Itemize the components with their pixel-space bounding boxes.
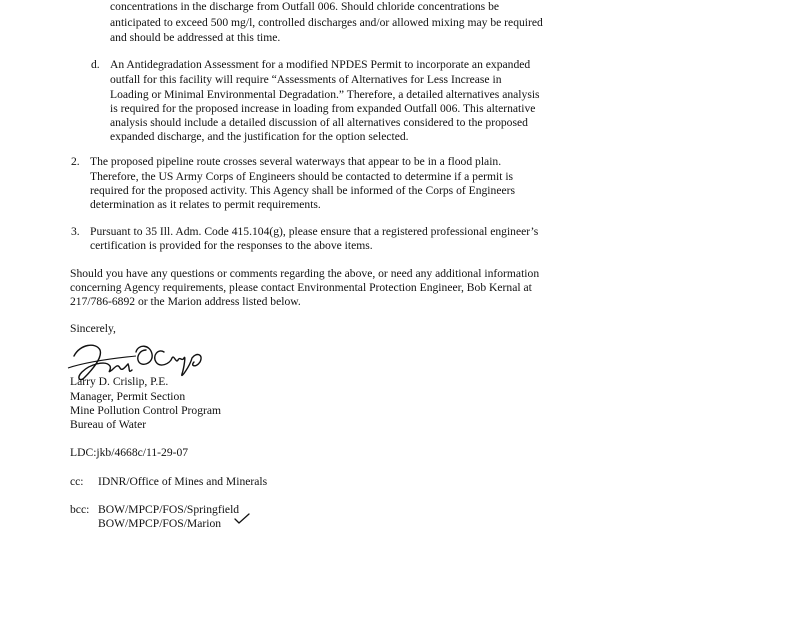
bcc-recipient-2: BOW/MPCP/FOS/Marion [98, 517, 222, 530]
closing-line-1: Should you have any questions or comments regarding the above, or need any additional information [70, 267, 540, 280]
item-d-line-4: is required for the proposed increase in loading from expanded Outfall 006. This alternative [110, 102, 536, 115]
cc-recipient: IDNR/Office of Mines and Minerals [98, 475, 268, 488]
bcc-recipient-1: BOW/MPCP/FOS/Springfield [98, 503, 240, 516]
item-c-line-1: concentrations in the discharge from Outfall 006. Should chloride concentrations be [110, 0, 500, 13]
item-3-line-2: certification is provided for the responses to the above items. [90, 239, 373, 252]
item-2-line-3: required for the proposed activity. This Agency shall be informed of the Corps of Engineers [90, 184, 515, 197]
item-d-line-5: analysis should include a detailed discussion of all alternatives considered to the proposed [110, 116, 528, 129]
item-2-label: 2. [71, 155, 80, 168]
signatory-program: Mine Pollution Control Program [70, 404, 222, 417]
item-c-line-3: and should be addressed at this time. [110, 31, 281, 44]
bcc-label: bcc: [70, 503, 90, 516]
item-2-line-1: The proposed pipeline route crosses several waterways that appear to be in a flood plain. [90, 155, 502, 168]
item-d-line-1: An Antidegradation Assessment for a modified NPDES Permit to incorporate an expanded [110, 58, 531, 71]
item-3-line-1: Pursuant to 35 Ill. Adm. Code 415.104(g), please ensure that a registered professional engineer’s [90, 225, 539, 238]
item-c-line-2: anticipated to exceed 500 mg/l, controlled discharges and/or allowed mixing may be required [110, 16, 543, 29]
item-d-line-6: expanded discharge, and the justification for the option selected. [110, 130, 409, 143]
item-d-line-3: Loading or Minimal Environmental Degradation.” Therefore, a detailed alternatives analysis [110, 88, 540, 101]
closing-line-3: 217/786-6892 or the Marion address listed below. [70, 295, 301, 308]
closing-line-2: concerning Agency requirements, please contact Environmental Protection Engineer, Bob Kernal at [70, 281, 532, 294]
item-d-line-2: outfall for this facility will require “Assessments of Alternatives for Less Increase in [110, 73, 502, 86]
item-2-line-2: Therefore, the US Army Corps of Engineers should be contacted to determine if a permit is [90, 170, 514, 183]
item-2-line-4: determination as it relates to permit requirements. [90, 198, 321, 211]
cc-label: cc: [70, 475, 84, 488]
item-d-label: d. [91, 58, 100, 71]
signatory-title: Manager, Permit Section [70, 390, 186, 403]
signatory-bureau: Bureau of Water [70, 418, 147, 431]
closing-salutation: Sincerely, [70, 322, 116, 335]
signatory-name: Larry D. Crislip, P.E. [70, 375, 169, 388]
checkmark-icon [234, 513, 250, 525]
reference-initials: LDC:jkb/4668c/11-29-07 [70, 446, 189, 459]
item-3-label: 3. [71, 225, 80, 238]
